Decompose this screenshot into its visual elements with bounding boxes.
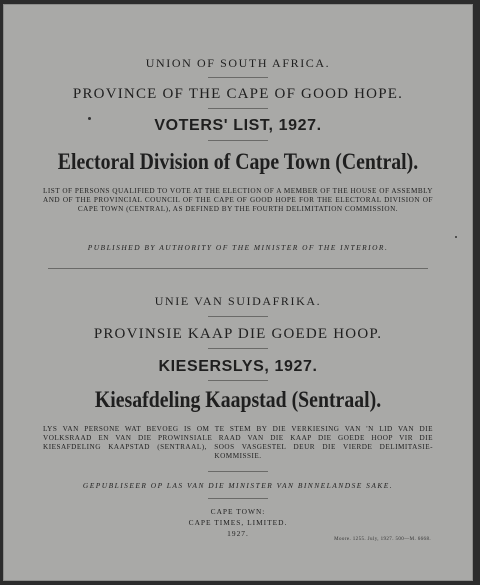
divider — [208, 140, 268, 141]
imprint-printer: CAPE TIMES, LIMITED. — [188, 518, 288, 527]
divider — [208, 316, 268, 317]
divider — [208, 77, 268, 78]
paper-speck — [455, 236, 457, 238]
authority-line-en: PUBLISHED BY AUTHORITY OF THE MINISTER OF THE INTERIOR. — [87, 243, 389, 252]
paper-speck — [88, 117, 91, 120]
description-en: LIST OF PERSONS QUALIFIED TO VOTE AT THE ELECTION OF A MEMBER OF THE HOUSE OF ASSEMBLY AND OF THE PROVINCIAL COUNCIL OF THE CAPE OF GOOD HOPE FOR THE ELECTORAL DIVISION OF CAPE TOWN (CENTRAL), AS DEFINED BY THE FOURTH DELIMITATION COMMISSION. — [43, 187, 433, 213]
divider — [208, 348, 268, 349]
province-heading-en: PROVINCE OF THE CAPE OF GOOD HOPE. — [72, 86, 404, 102]
divider — [208, 498, 268, 499]
authority-line-af: GEPUBLISEER OP LAS VAN DIE MINISTER VAN BINNELANDSE SAKE. — [82, 481, 394, 490]
union-heading-en: UNION OF SOUTH AFRICA. — [145, 56, 331, 70]
province-heading-af: PROVINSIE KAAP DIE GOEDE HOOP. — [93, 326, 383, 342]
division-title-en: Electoral Division of Cape Town (Central). — [57, 149, 419, 174]
document-page — [3, 4, 473, 581]
print-reference: Moore. 1255. July, 1927. 500—M. 6668. — [334, 537, 431, 542]
union-heading-af: UNIE VAN SUIDAFRIKA. — [154, 294, 322, 308]
divider — [208, 471, 268, 472]
list-title-en: VOTERS' LIST, 1927. — [154, 117, 322, 134]
list-title-af: KIESERSLYS, 1927. — [158, 358, 318, 375]
imprint-year: 1927. — [227, 529, 249, 538]
division-title-af: Kiesafdeling Kaapstad (Sentraal). — [94, 387, 382, 412]
imprint-city: CAPE TOWN: — [210, 507, 266, 516]
section-divider — [48, 268, 428, 269]
divider — [208, 108, 268, 109]
divider — [208, 380, 268, 381]
description-af: LYS VAN PERSONE WAT BEVOEG IS OM TE STEM BY DIE VERKIESING VAN 'N LID VAN DIE VOLKSRAAD EN VAN DIE PROWINSIALE RAAD VAN DIE KAAP DIE GOEDE HOOP VIR DIE KIESAFDELING KAAPSTAD (SENTRAAL), SOOS VASGESTEL DEUR DIE VIERDE DELIMITASIE-KOMMISSIE. — [43, 425, 433, 460]
